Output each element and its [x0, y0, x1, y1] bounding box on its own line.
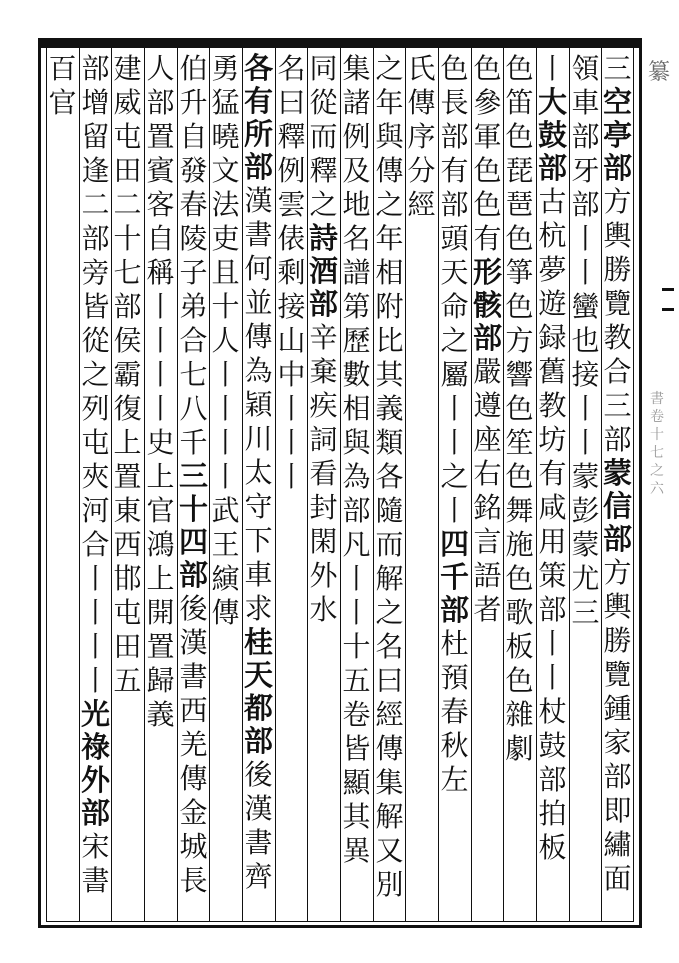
text-column	[242, 52, 275, 918]
margin-title-text: 纂	[647, 60, 670, 85]
text-column	[177, 52, 210, 918]
body-text: 人 部 置 賓 客 自 稱 丨 丨 丨 丨	[146, 52, 175, 425]
body-text: 色 笛 色 琵 琶 色 箏 色 方 響 色 笙 色 舞 施 色 歌 板 色 雜 劇	[505, 52, 534, 765]
body-text: 百 官	[48, 52, 77, 119]
section-heading: 空 亭 部	[603, 85, 633, 185]
edge-mark	[662, 308, 674, 311]
body-text: 嚴 遵 座 右 銘 言 語 者	[473, 355, 502, 626]
text-column	[405, 52, 438, 918]
body-text: 三	[603, 52, 632, 85]
text-column	[438, 52, 471, 918]
text-column	[111, 52, 144, 918]
text-column	[144, 52, 177, 918]
body-text: 氏 傳 序 分 經	[407, 52, 436, 221]
body-text: 同 從 而 釋 之	[309, 52, 338, 221]
body-text: 漢 書 何 並 傳 為 穎 川 太 守 下 車 求	[244, 184, 273, 625]
edge-mark	[662, 288, 674, 291]
body-text: 武 王 縯 傳	[211, 494, 240, 629]
body-text: 丨	[538, 52, 567, 85]
text-column	[503, 52, 536, 918]
section-heading: 詩 酒 部	[309, 221, 339, 321]
body-text: 名 曰 釋 例	[277, 52, 306, 187]
body-text: 辛 棄 疾 詞 看 封 閑 外 水	[309, 321, 338, 626]
body-text: 後 漢 書 西 羌 傳 金 城 長	[179, 592, 208, 897]
text-column	[79, 52, 112, 918]
text-column	[536, 52, 569, 918]
section-heading: 各 有 所 部	[244, 52, 274, 184]
text-column	[307, 52, 340, 918]
body-text: 古 杭 夢 遊 録 舊 教 坊 有 咸 用 策 部 丨 丨 杖 鼓 部 拍 板	[538, 185, 567, 864]
body-text: 杜 預 春 秋 左	[440, 627, 469, 796]
body-text: 伯 升 自 發 春 陵 子 弟 合 七 八 千	[179, 52, 208, 459]
body-text: 後 漢 書 齊	[244, 758, 273, 893]
section-heading: 三 十 四 部	[179, 459, 209, 592]
section-heading: 大 鼓 部	[538, 85, 568, 185]
body-text: 雲 俵 剩 接 山 中 丨 丨 丨	[277, 188, 306, 493]
body-text: 集 諸 例 及 地 名 譜 第 歷 數 相 與 為 部 凡 丨 丨 十 五 卷 皆 顯 其 異	[342, 52, 371, 867]
section-heading: 四 千 部	[440, 527, 470, 627]
section-heading: 蒙 信 部	[603, 456, 633, 556]
body-text: 天 命 之 屬 丨 丨 之 丨	[440, 256, 469, 527]
margin-note-text: 書卷十七之六	[650, 391, 664, 497]
body-text: 宋 書	[81, 830, 110, 897]
body-text: 領 車 部 牙 部 丨 丨	[571, 52, 600, 289]
body-text: 部 增 留 逢 二 部 旁 皆 從 之 列 屯 夾 河 合 丨 丨 丨 丨	[81, 52, 110, 697]
body-text: 色 長 部 有 部 頭	[440, 52, 469, 255]
margin-title	[644, 60, 674, 580]
body-text: 蠻 也 接 丨 丨 蒙 彭 蒙 尤 三	[571, 290, 600, 629]
body-text: 方 輿 勝 覽 鍾 家 部 即 繡 面	[603, 556, 632, 895]
text-column	[275, 52, 308, 918]
section-heading: 光 祿 外 部	[81, 697, 111, 830]
body-text: 色 參 軍 色 色 有	[473, 52, 502, 255]
body-text: 勇 猛 曉 文 法 吏 且 十 人 丨 丨 丨 丨	[211, 52, 240, 493]
section-heading: 桂 天 都 部	[244, 625, 274, 758]
text-column	[209, 52, 242, 918]
text-column	[373, 52, 406, 918]
body-text: 之 年 與 傳 之 年 相 附 比 其 義 類 各 隨 而 解 之 名 曰 經 傳 集 解 又 別	[375, 52, 404, 901]
body-text: 建 威 屯 田 二 十 七 部 侯 霸 復 上 置 東 西 邯 屯 田 五	[113, 52, 142, 697]
text-column	[601, 52, 634, 918]
body-text: 方 輿 勝 覽 教 合 三 部	[603, 185, 632, 456]
text-column	[340, 52, 373, 918]
section-heading: 形 骸 部	[473, 255, 503, 355]
text-column	[471, 52, 504, 918]
margin-note	[650, 390, 670, 498]
text-column	[46, 52, 79, 918]
text-column	[569, 52, 602, 918]
body-text: 史 上 官 鴻 上 開 置 歸 義	[146, 426, 175, 731]
